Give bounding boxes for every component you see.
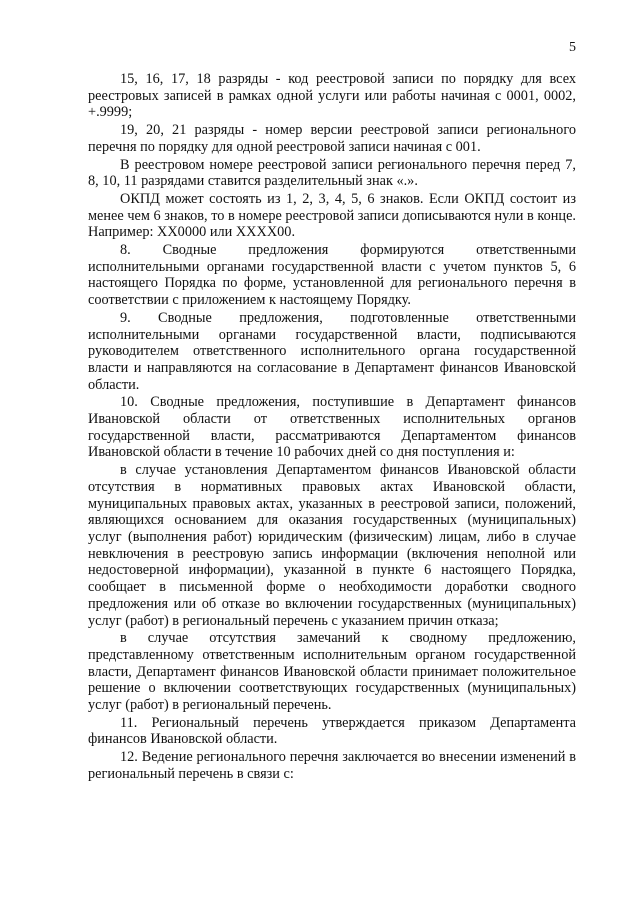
paragraph-item-12: 12. Ведение регионального перечня заключается во внесении изменений в региональный перечень в связи с:	[88, 749, 576, 782]
paragraph-digits-15-18: 15, 16, 17, 18 разряды - код реестровой записи по порядку для всех реестровых записей в рамках одной услуги или работы начиная с 0001, 0002, +.9999;	[88, 71, 576, 121]
paragraph-item-9: 9. Сводные предложения, подготовленные ответственными исполнительными органами государственной власти, подписываются руководителем ответственного исполнительного органа государственной власти и направляются на согласование в Департамент финансов Ивановской области.	[88, 309, 576, 393]
paragraph-okpd: ОКПД может состоять из 1, 2, 3, 4, 5, 6 знаков. Если ОКПД состоит из менее чем 6 знаков, то в номере реестровой записи дописываются нули в конце. Например: XX0000 или XXXX00.	[88, 190, 576, 241]
paragraph-item-10-case-refusal: в случае установления Департаментом финансов Ивановской области отсутствия в нормативных правовых актах Ивановской области, муниципальных правовых актах, указанных в реестровой записи, положений, являющихся основанием для оказания государственных (муниципальных) услуг (выполнения работ) юридическим (физическим) лицам, либо в случае невключения в реестровую запись информации (включения неполной или недостоверной информации), указанной в пункте 6 настоящего Порядка, сообщает в письменной форме о необходимости доработки сводного предложения или об отказе во включении государственных (муниципальных) услуг (работ) в региональный перечень с указанием причин отказа;	[88, 462, 576, 629]
paragraph-item-10: 10. Сводные предложения, поступившие в Департамент финансов Ивановской области от ответственных исполнительных органов государственной власти, рассматриваются Департаментом финансов Ивановской области в течение 10 рабочих дней со дня поступления и:	[88, 394, 576, 461]
paragraph-digits-19-21: 19, 20, 21 разряды - номер версии реестровой записи регионального перечня по порядку для одной реестровой записи начиная с 001.	[88, 122, 576, 155]
paragraph-separator: В реестровом номере реестровой записи регионального перечня перед 7, 8, 10, 11 разрядами ставится разделительный знак «.».	[88, 156, 576, 190]
paragraph-item-8: 8. Сводные предложения формируются ответственными исполнительными органами государственной власти с учетом пунктов 5, 6 настоящего Порядка по форме, установленной для регионального перечня в соответствии с приложением к настоящему Порядку.	[88, 242, 576, 309]
page-number: 5	[569, 40, 576, 55]
paragraph-item-11: 11. Региональный перечень утверждается приказом Департамента финансов Ивановской области.	[88, 714, 576, 748]
paragraph-item-10-case-approval: в случае отсутствия замечаний к сводному предложению, представленному ответственным исполнительным органом государственной власти, Департамент финансов Ивановской области принимает положительное решение о включении соответствующих государственных (муниципальных) услуг (работ) в региональный перечень.	[88, 630, 576, 714]
document-body	[88, 71, 576, 784]
